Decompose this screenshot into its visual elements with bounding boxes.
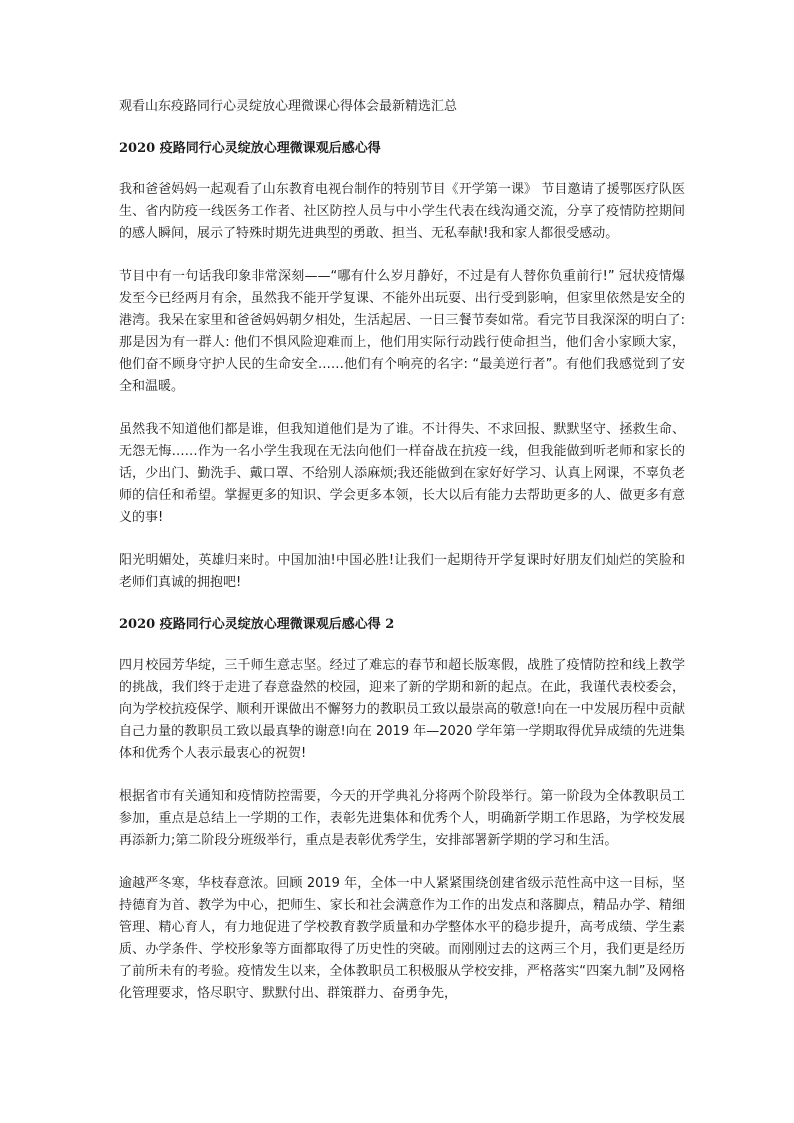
section-1 xyxy=(119,139,685,594)
paragraph: 逾越严冬寒，华枝春意浓。回顾 2019 年，全体一中人紧紧围绕创建省级示范性高中这一目标，坚持德育为首、教学为中心，把师生、家长和社会满意作为工作的出发点和落脚点，精品办学、精细管理、精心育人，有力地促进了学校教育教学质量和办学整体水平的稳步提升，高考成绩、学生素质、办学条件、学校形象等方面都取得了历史性的突破。而刚刚过去的这两三个月，我们更是经历了前所未有的考验。疫情发生以来，全体教职员工积极服从学校安排，严格落实“四案九制”及网格化管理要求，恪尽职守、默默付出、群策群力、奋勇争先， xyxy=(119,876,685,1001)
section-heading: 2020 疫路同行心灵绽放心理微课观后感心得 2 xyxy=(119,617,395,632)
paragraph: 节目中有一句话我印象非常深刻——“哪有什么岁月静好，不过是有人替你负重前行!” 冠状疫情爆发至今已经两月有余，虽然我不能开学复课、不能外出玩耍、出行受到影响，但家里依然是安全的港湾。我呆在家里和爸爸妈妈朝夕相处，生活起居、一日三餐节奏如常。看完节目我深深的明白了: 那是因为有一群人: 他们不惧风险迎难而上，他们用实际行动践行使命担当，他们舍小家顾大家，他们奋不顾身守护人民的生命安全……他们有个响亮的名字: “最美逆行者”。有他们我感觉到了安全和温暖。 xyxy=(119,269,685,394)
document-page xyxy=(119,97,685,1026)
document-title: 观看山东疫路同行心灵绽放心理微课心得体会最新精选汇总 xyxy=(119,99,458,114)
paragraph: 四月校园芳华绽，三千师生意志坚。经过了难忘的春节和超长版寒假，战胜了疫情防控和线上教学的挑战，我们终于走进了春意盎然的校园，迎来了新的学期和新的起点。在此，我谨代表校委会，向为学校抗疫保学、顺利开课做出不懈努力的教职员工致以最崇高的敬意!向在一中发展历程中贡献自己力量的教职员工致以最真挚的谢意!向在 2019 年—2020 学年第一学期取得优异成绩的先进集体和优秀个人表示最衷心的祝贺! xyxy=(119,658,685,761)
section-heading: 2020 疫路同行心灵绽放心理微课观后感心得 xyxy=(119,141,381,156)
paragraph: 我和爸爸妈妈一起观看了山东教育电视台制作的特别节目《开学第一课》 节目邀请了援鄂医疗队医生、省内防疫一线医务工作者、社区防控人员与中小学生代表在线沟通交流，分享了疫情防控期间的感人瞬间，展示了特殊时期先进典型的勇敢、担当、无私奉献!我和家人都很受感动。 xyxy=(119,182,685,241)
paragraph: 阳光明媚处，英雄归来时。中国加油!中国必胜!让我们一起期待开学复课时好朋友们灿烂的笑脸和老师们真诚的拥抱吧! xyxy=(119,553,685,590)
section-2 xyxy=(119,615,685,1005)
paragraph: 根据省市有关通知和疫情防控需要，今天的开学典礼分将两个阶段举行。第一阶段为全体教职员工参加，重点是总结上一学期的工作，表彰先进集体和优秀个人，明确新学期工作思路，为学校发展再添新力;第二阶段分班级举行，重点是表彰优秀学生，安排部署新学期的学习和生活。 xyxy=(119,789,685,848)
paragraph: 虽然我不知道他们都是谁，但我知道他们是为了谁。不计得失、不求回报、默默坚守、拯救生命、无怨无悔……作为一名小学生我现在无法向他们一样奋战在抗疫一线，但我能做到听老师和家长的话，少出门、勤洗手、戴口罩、不给别人添麻烦;我还能做到在家好好学习、认真上网课，不辜负老师的信任和希望。掌握更多的知识、学会更多本领，长大以后有能力去帮助更多的人、做更多有意义的事! xyxy=(119,422,685,525)
